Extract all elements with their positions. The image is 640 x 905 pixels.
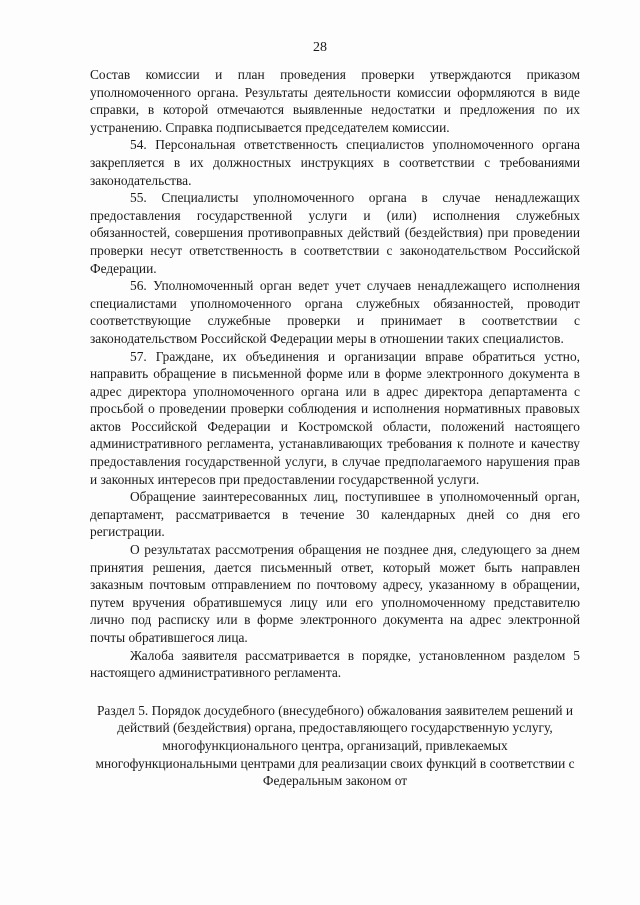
paragraph-57: 57. Граждане, их объединения и организации вправе обратиться устно, направить обращение в письменной форме или в форме электронного документа в адрес директора уполномоченного органа или в адрес директора департамента с просьбой о проведении проверки соблюдения и исполнения нормативных правовых актов Российской Федерации и Костромской области, положений настоящего административного регламента, устанавливающих требования к полноте и качеству предоставления государственной услуги, в случае предполагаемого нарушения прав и законных интересов при предоставлении государственной услуги. — [90, 348, 580, 487]
paragraph-commission-composition: Состав комиссии и план проведения проверки утверждаются приказом уполномоченного органа. Результаты деятельности комиссии оформляются в виде справки, в которой отмечаются выявленные недостатки и предложения по их устранению. Справка подписывается председателем комиссии. — [90, 67, 580, 135]
paragraph-54: 54. Персональная ответственность специалистов уполномоченного органа закрепляется в их должностных инструкциях в соответствии с требованиями законодательства. — [90, 137, 580, 188]
paragraph-review-results: О результатах рассмотрения обращения не позднее дня, следующего за днем принятия решения, дается письменный ответ, который может быть направлен заказным почтовым отправлением по почтовому адресу, указанному в обращении, путем вручения обратившемуся лицу или его уполномоченному представителю лично под расписку или в форме электронного документа на адрес электронной почты обратившегося лица. — [90, 542, 580, 645]
section-5-heading: Раздел 5. Порядок досудебного (внесудебного) обжалования заявителем решений и действий (бездействия) органа, предоставляющего государственную услугу, многофункционального центра, организаций, привлекаемых многофункциональными центрами для реализации своих функций в соответствии с Федеральным законом от — [95, 702, 575, 789]
paragraph-appeal-review: Обращение заинтересованных лиц, поступившее в уполномоченный орган, департамент, рассматривается в течение 30 календарных дней со дня его регистрации. — [90, 489, 580, 540]
paragraph-55: 55. Специалисты уполномоченного органа в случае ненадлежащих предоставления государственной услуги и (или) исполнения служебных обязанностей, совершения противоправных действий (бездействия) при проведении проверки несут ответственность в соответствии с законодательством Российской Федерации. — [90, 190, 580, 276]
page-number: 28 — [313, 40, 327, 55]
paragraph-56: 56. Уполномоченный орган ведет учет случаев ненадлежащего исполнения специалистами уполномоченного органа служебных обязанностей, проводит соответствующие служебные проверки и принимает в соответствии с законодательством Российской Федерации меры в отношении таких специалистов. — [90, 278, 580, 346]
paragraph-complaint: Жалоба заявителя рассматривается в порядке, установленном разделом 5 настоящего административного регламента. — [90, 647, 580, 681]
document-body — [90, 66, 580, 790]
